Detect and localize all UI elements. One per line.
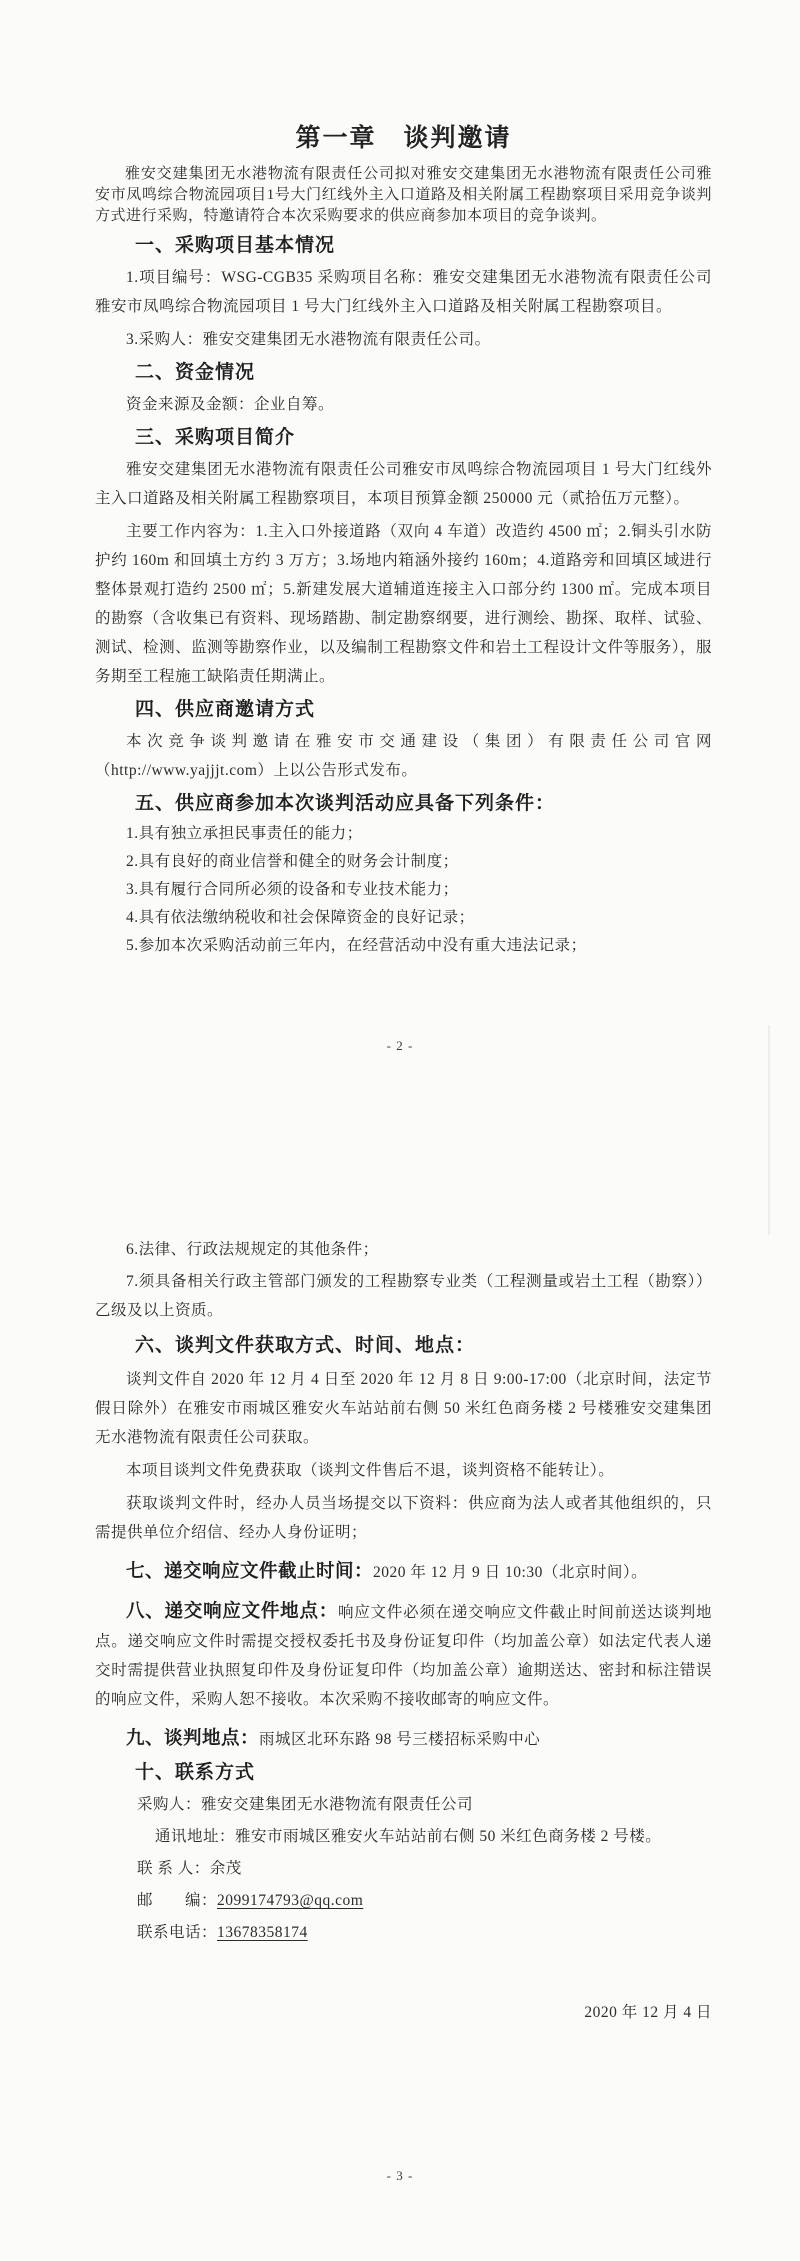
condition-item-5: 5.参加本次采购活动前三年内，在经营活动中没有重大违法记录； (126, 937, 587, 954)
section-7-line (95, 1556, 712, 1587)
contact-mail-line (95, 1887, 712, 1914)
section-3-paragraph-1: 雅安交建集团无水港物流有限责任公司雅安市凤鸣综合物流园项目 1 号大门红线外主入口道路及相关附属工程勘察项目，本项目预算金额 250000 元（贰拾伍万元整）。 (95, 461, 712, 507)
intro-paragraph: 雅安交建集团无水港物流有限责任公司拟对雅安交建集团无水港物流有限责任公司雅安市凤鸣综合物流园项目1号大门红线外主入口道路及相关附属工程勘察项目采用竞争谈判方式进行采购，特邀请符合本次采购要求的供应商参加本项目的竞争谈判。 (95, 166, 712, 224)
contact-person-line (95, 1855, 712, 1882)
contact-phone-value: 13678358174 (217, 1924, 308, 1941)
section-1-item-3: 3.采购人：雅安交建集团无水港物流有限责任公司。 (126, 331, 491, 348)
section-3-paragraph-2: 主要工作内容为：1.主入口外接道路（双向 4 车道）改造约 4500 ㎡；2.铜头引水防护约 160m 和回填土方约 3 万方；3.场地内箱涵外接约 160m；4.道路旁和回填区域进行整体景观打造约 2500 ㎡；5.新建发展大道辅道连接主入口部分约 1300 ㎡。完成本项目的勘察（含收集已有资料、现场踏勘、制定勘察纲要，进行测绘、勘探、取样、试验、测试、检测、监测等勘察作业，以及编制工程勘察文件和岩土工程设计文件等服务），服务期至工程施工缺陷责任期满止。 (95, 523, 712, 685)
section-5-heading: 五、供应商参加本次谈判活动应具备下列条件： (135, 793, 556, 814)
section-1-heading: 一、采购项目基本情况 (135, 235, 336, 256)
section-8-heading: 八、递交响应文件地点： (126, 1600, 338, 1621)
section-7-text: 2020 年 12 月 9 日 10:30（北京时间）。 (373, 1564, 648, 1581)
document-date: 2020 年 12 月 4 日 (584, 2004, 712, 2021)
section-9-heading: 九、谈判地点： (126, 1727, 260, 1748)
condition-item-7: 7.须具备相关行政主管部门颁发的工程勘察专业类（工程测量或岩土工程（勘察））乙级及以上资质。 (95, 1273, 712, 1319)
contact-buyer: 采购人：雅安交建集团无水港物流有限责任公司 (137, 1796, 474, 1813)
section-6-heading: 六、谈判文件获取方式、时间、地点： (135, 1335, 476, 1356)
section-4-body: 本次竞争谈判邀请在雅安市交通建设（集团）有限责任公司官网（http://www.yajjjt.com）上以公告形式发布。 (95, 733, 712, 779)
section-6-paragraph-3: 获取谈判文件时，经办人员当场提交以下资料：供应商为法人或者其他组织的，只需提供单位介绍信、经办人身份证明； (95, 1495, 712, 1541)
page-number-3: - 3 - (386, 2168, 414, 2183)
condition-item-1: 1.具有独立承担民事责任的能力； (126, 825, 363, 842)
condition-item-3: 3.具有履行合同所必须的设备和专业技术能力； (126, 881, 459, 898)
condition-item-6: 6.法律、行政法规规定的其他条件； (126, 1241, 379, 1258)
section-2-body: 资金来源及金额：企业自筹。 (126, 396, 335, 413)
section-10-heading: 十、联系方式 (135, 1762, 256, 1783)
condition-item-4: 4.具有依法缴纳税收和社会保障资金的良好记录； (126, 909, 475, 926)
document-page-2 (0, 0, 800, 1100)
section-3-heading: 三、采购项目简介 (135, 427, 296, 448)
section-9-line (95, 1723, 712, 1754)
section-8-line (95, 1596, 712, 1714)
contact-person-label: 联 系 人： (137, 1860, 210, 1877)
contact-phone-label: 联系电话： (137, 1924, 218, 1941)
contact-phone-line (95, 1919, 712, 1946)
condition-item-2: 2.具有良好的商业信誉和健全的财务会计制度； (126, 853, 459, 870)
contact-person-name: 余茂 (209, 1860, 242, 1877)
section-6-paragraph-2: 本项目谈判文件免费获取（谈判文件售后不退，谈判资格不能转让）。 (126, 1462, 615, 1479)
contact-email-value: 2099174793@qq.com (217, 1892, 364, 1909)
contact-address: 通讯地址：雅安市雨城区雅安火车站站前右侧 50 米红色商务楼 2 号楼。 (155, 1828, 662, 1845)
section-8-text: 响应文件必须在递交响应文件截止时间前送达谈判地点。递交响应文件时需提交授权委托书及身份证复印件（均加盖公章）如法定代表人递交时需提供营业执照复印件及身份证复印件（均加盖公章）逾期送达、密封和标注错误的响应文件，采购人恕不接收。本次采购不接收邮寄的响应文件。 (95, 1604, 712, 1708)
section-2-heading: 二、资金情况 (135, 362, 256, 383)
document-page-3 (0, 1150, 800, 2261)
section-6-paragraph-1: 谈判文件自 2020 年 12 月 4 日至 2020 年 12 月 8 日 9:00-17:00（北京时间，法定节假日除外）在雅安市雨城区雅安火车站站前右侧 50 米红色商务楼 2 号楼雅安交建集团无水港物流有限责任公司获取。 (95, 1371, 712, 1446)
chapter-title: 第一章 谈判邀请 (295, 124, 512, 152)
section-1-item-1: 1.项目编号：WSG-CGB35 采购项目名称：雅安交建集团无水港物流有限责任公司雅安市凤鸣综合物流园项目 1 号大门红线外主入口道路及相关附属工程勘察项目。 (95, 269, 712, 315)
section-7-heading: 七、递交响应文件截止时间： (126, 1560, 374, 1581)
section-9-text: 雨城区北环东路 98 号三楼招标采购中心 (259, 1731, 541, 1748)
contact-mail-label: 邮 编： (137, 1892, 218, 1909)
page-number-2: - 2 - (386, 1038, 414, 1053)
section-4-heading: 四、供应商邀请方式 (135, 699, 316, 720)
